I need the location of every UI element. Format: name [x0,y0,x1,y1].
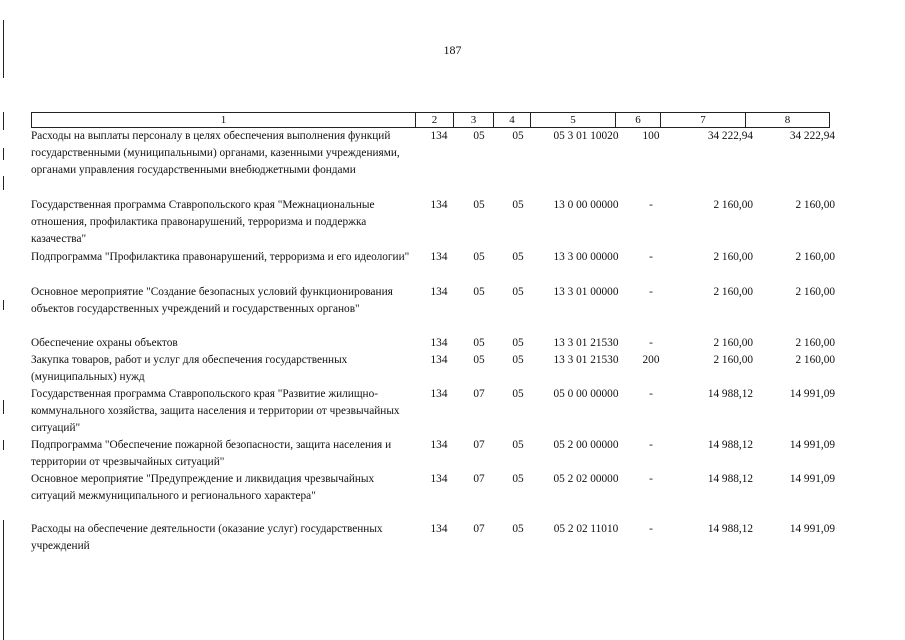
row-name: Закупка товаров, работ и услуг для обеспечения государственных (муниципальных) нужд [31,354,348,384]
row-amount-col8: 34 222,94 [789,130,835,142]
scan-edge-mark [3,520,4,640]
row-subsection-code: 05 [512,130,524,142]
row-section-code: 07 [473,439,485,451]
row-subsection-code: 05 [512,523,524,535]
row-amount-col7: 2 160,00 [713,337,753,349]
row-section-code: 05 [473,251,485,263]
row-target-code: 05 2 02 11010 [553,523,619,535]
row-amount-col7: 2 160,00 [713,286,753,298]
row-expense-type: - [649,388,653,400]
row-ministry-code: 134 [430,354,448,366]
row-ministry-code: 134 [430,523,448,535]
row-subsection-code: 05 [512,354,524,366]
row-name: Подпрограмма "Обеспечение пожарной безопасности, защита населения и территории от чрезвычайных ситуаций" [31,439,392,469]
header-cell-3: 3 [454,113,494,128]
row-name: Государственная программа Ставропольского края "Развитие жилищно-коммунального хозяйства, защита населения и территории от чрезвычайных ситуаций" [31,388,400,435]
row-amount-col8: 14 991,09 [789,523,835,535]
row-target-code: 13 3 01 00000 [553,286,619,298]
row-expense-type: - [649,286,653,298]
row-name: Основное мероприятие "Создание безопасных условий функционирования объектов государственных учреждений и государственных органов" [31,286,393,316]
row-target-code: 13 0 00 00000 [553,199,619,211]
row-target-code: 05 3 01 10020 [553,130,619,142]
row-ministry-code: 134 [430,286,448,298]
row-amount-col8: 2 160,00 [795,337,835,349]
row-subsection-code: 05 [512,473,524,485]
row-expense-type: - [649,251,653,263]
header-cell-8: 8 [746,113,830,128]
row-amount-col8: 14 991,09 [789,439,835,451]
row-target-code: 13 3 01 21530 [553,354,619,366]
header-cell-4: 4 [494,113,531,128]
row-target-code: 13 3 01 21530 [553,337,619,349]
scan-edge-mark [3,440,4,450]
row-subsection-code: 05 [512,337,524,349]
row-subsection-code: 05 [512,388,524,400]
row-subsection-code: 05 [512,199,524,211]
scan-edge-mark [3,400,4,414]
row-target-code: 05 2 02 00000 [553,473,619,485]
row-expense-type: - [649,439,653,451]
row-ministry-code: 134 [430,388,448,400]
row-amount-col8: 14 991,09 [789,388,835,400]
row-name: Расходы на выплаты персоналу в целях обеспечения выполнения функций государственными (муниципальными) органами, казенными учреждениями, органами управления государственными внебюджетными фондами [31,130,400,177]
row-name: Расходы на обеспечение деятельности (оказание услуг) государственных учреждений [31,523,383,553]
row-amount-col7: 14 988,12 [707,473,753,485]
row-amount-col8: 2 160,00 [795,354,835,366]
row-name: Основное мероприятие "Предупреждение и ликвидация чрезвычайных ситуаций межмуниципального и регионального характера" [31,473,375,503]
scan-edge-mark [3,112,4,130]
row-ministry-code: 134 [430,337,448,349]
scan-edge-marks [0,0,10,640]
row-amount-col7: 2 160,00 [713,251,753,263]
row-name: Подпрограмма "Профилактика правонарушений, терроризма и его идеологии" [31,251,410,263]
header-cell-6: 6 [616,113,661,128]
row-subsection-code: 05 [512,286,524,298]
row-amount-col8: 14 991,09 [789,473,835,485]
row-section-code: 07 [473,388,485,400]
row-section-code: 05 [473,286,485,298]
row-expense-type: - [649,523,653,535]
row-amount-col7: 34 222,94 [707,130,753,142]
row-ministry-code: 134 [430,251,448,263]
row-amount-col7: 14 988,12 [707,523,753,535]
row-name: Государственная программа Ставропольского края "Межнациональные отношения, профилактика правонарушений, терроризма и поддержка казачества" [31,199,375,246]
row-target-code: 13 3 00 00000 [553,251,619,263]
row-target-code: 05 0 00 00000 [553,388,619,400]
row-expense-type: - [649,473,653,485]
scan-edge-mark [3,176,4,190]
row-target-code: 05 2 00 00000 [553,439,619,451]
header-cell-1: 1 [32,113,416,128]
row-amount-col8: 2 160,00 [795,251,835,263]
row-section-code: 07 [473,523,485,535]
row-ministry-code: 134 [430,473,448,485]
column-number-header [31,112,830,128]
row-amount-col7: 14 988,12 [707,439,753,451]
row-ministry-code: 134 [430,439,448,451]
header-cell-5: 5 [531,113,616,128]
row-subsection-code: 05 [512,251,524,263]
row-expense-type: - [649,337,653,349]
row-section-code: 07 [473,473,485,485]
row-name: Обеспечение охраны объектов [31,337,178,349]
header-cell-7: 7 [661,113,746,128]
row-amount-col8: 2 160,00 [795,286,835,298]
scan-edge-mark [3,300,4,310]
row-amount-col7: 14 988,12 [707,388,753,400]
row-expense-type: 200 [642,354,660,366]
row-section-code: 05 [473,199,485,211]
row-section-code: 05 [473,337,485,349]
row-amount-col7: 2 160,00 [713,354,753,366]
row-amount-col8: 2 160,00 [795,199,835,211]
row-amount-col7: 2 160,00 [713,199,753,211]
row-ministry-code: 134 [430,199,448,211]
row-section-code: 05 [473,354,485,366]
row-ministry-code: 134 [430,130,448,142]
row-section-code: 05 [473,130,485,142]
header-cell-2: 2 [416,113,454,128]
page-number: 187 [443,43,462,57]
row-expense-type: - [649,199,653,211]
row-expense-type: 100 [642,130,660,142]
row-subsection-code: 05 [512,439,524,451]
scan-edge-mark [3,148,4,160]
